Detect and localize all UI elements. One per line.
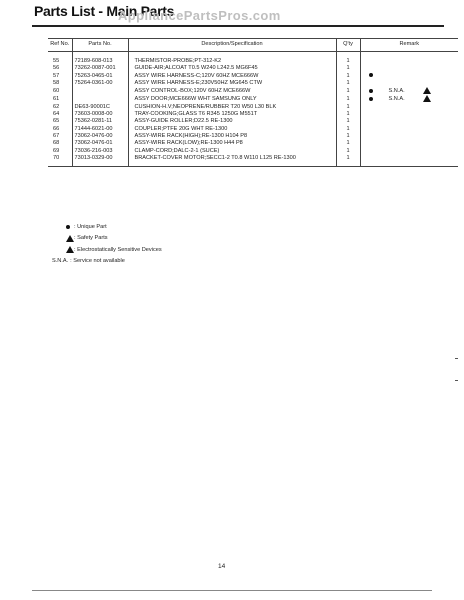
cell-remark	[360, 126, 458, 133]
cell-ref: 56	[53, 65, 60, 72]
bullet-icon	[369, 97, 373, 101]
cell-part-no: DE63-90001C	[72, 104, 128, 111]
cell-description: CLAMP-CORD;DALC-2-1 (SUCE)	[128, 148, 336, 155]
table-row	[48, 87, 458, 95]
sna-label: S.N.A.	[388, 88, 405, 95]
cell-part-no: 75362-0281-11	[72, 118, 128, 125]
cell-remark	[360, 104, 458, 111]
cell-part-no: 71444-6021-00	[72, 126, 128, 133]
table-row	[48, 58, 458, 65]
cell-ref: 58	[53, 79, 60, 86]
cell-description: ASSY CONTROL-BOX;120V 60HZ MCE666W	[128, 87, 336, 95]
safety-warning-icon	[52, 235, 74, 242]
cell-ref: 65	[53, 118, 60, 125]
cell-remark	[360, 118, 458, 125]
cell-remark	[360, 111, 458, 118]
cell-remark	[360, 148, 458, 155]
legend-esd	[52, 244, 162, 256]
table-row	[48, 126, 458, 133]
cell-qty: 1	[336, 95, 360, 103]
table-row	[48, 95, 458, 103]
cell-description: ASSY-WIRE RACK(HIGH);RE-1300 H104 P8	[128, 133, 336, 140]
legend-esd-text: : Electrostatically Sensitive Devices	[74, 246, 162, 253]
bullet-icon	[369, 73, 373, 77]
cell-qty: 1	[336, 104, 360, 111]
cell-remark	[360, 80, 458, 87]
cell-part-no: 73262-0087-001	[72, 65, 128, 72]
cell-remark	[360, 65, 458, 72]
cell-part-no	[72, 87, 128, 95]
watermark: AppliancePartsPros.com	[118, 8, 281, 23]
cell-remark	[360, 133, 458, 140]
legend-unique	[52, 221, 162, 233]
scan-mark	[455, 358, 458, 359]
cell-part-no	[72, 95, 128, 103]
table-row	[48, 80, 458, 87]
cell-remark	[360, 95, 458, 103]
cell-description: COUPLER;PTFE 20G WHT RE-1300	[128, 126, 336, 133]
safety-warning-icon	[423, 87, 431, 94]
cell-qty: 1	[336, 140, 360, 147]
cell-qty: 1	[336, 126, 360, 133]
table-row	[48, 104, 458, 111]
table-row	[48, 118, 458, 125]
cell-ref: 57	[53, 72, 60, 79]
cell-qty: 1	[336, 118, 360, 125]
cell-description: BRACKET-COVER MOTOR;SECC1-2 T0.8 W110 L125 RE-1300	[128, 155, 336, 162]
cell-qty: 1	[336, 65, 360, 72]
cell-part-no: 73062-0476-01	[72, 140, 128, 147]
legend-safety-text: : Safety Parts	[74, 235, 108, 242]
cell-description: ASSY DOOR;MCE666W WHT SAMSUNG ONLY	[128, 95, 336, 103]
scan-mark	[455, 380, 458, 381]
legend-sna-text: : Service not available	[70, 258, 125, 265]
cell-description: TRAY-COOKING;GLASS T6 R345 1250G M551T	[128, 111, 336, 118]
cell-description: CUSHION-H.V;NEOPRENE/RUBBER T20 W50 L30 BLK	[128, 104, 336, 111]
header-part: Parts No.	[72, 39, 128, 52]
cell-description: ASSY WIRE HARNESS-C;120V 60HZ MCE666W	[128, 73, 336, 80]
cell-remark	[360, 87, 458, 95]
page-number: 14	[218, 563, 226, 570]
cell-qty: 1	[336, 58, 360, 65]
cell-part-no: 75264-0361-00	[72, 80, 128, 87]
cell-part-no: 73013-0329-00	[72, 155, 128, 162]
cell-part-no: 73036-216-003	[72, 148, 128, 155]
safety-warning-icon	[423, 95, 431, 102]
header-qty: Q'ty	[336, 39, 360, 52]
cell-ref: 55	[53, 58, 60, 64]
parts-table	[48, 38, 458, 167]
cell-qty: 1	[336, 111, 360, 118]
table-row	[48, 133, 458, 140]
header-desc: Description/Specification	[128, 39, 336, 52]
cell-ref: 68	[53, 140, 60, 147]
cell-ref: 62	[53, 103, 60, 110]
table-row	[48, 73, 458, 80]
cell-description: ASSY-GUIDE ROLLER;D22.5 RE-1300	[128, 118, 336, 125]
cell-ref: 61	[53, 95, 60, 102]
cell-remark	[360, 155, 458, 162]
header-remark: Remark	[360, 39, 458, 52]
table-row	[48, 111, 458, 118]
cell-description: ASSY-WIRE RACK(LOW);RE-1300 H44 P8	[128, 140, 336, 147]
legend-safety	[52, 233, 162, 245]
table-header-row	[48, 39, 458, 52]
title-rule	[32, 25, 444, 27]
cell-ref: 70	[53, 154, 60, 161]
table-row	[48, 65, 458, 72]
cell-description: GUIDE-AIR;ALCOAT T0.5 W240 L242.5 MG6F45	[128, 65, 336, 72]
table-row	[48, 140, 458, 147]
cell-part-no: 73062-0476-00	[72, 133, 128, 140]
table-row	[48, 155, 458, 162]
table-row	[48, 148, 458, 155]
cell-part-no: 72189-608-013	[72, 58, 128, 65]
bottom-rule	[32, 590, 432, 591]
esd-icon	[52, 246, 74, 253]
legend-unique-text: : Unique Part	[74, 223, 107, 230]
cell-ref: 67	[53, 132, 60, 139]
cell-remark	[360, 58, 458, 65]
cell-qty: 1	[336, 155, 360, 162]
cell-description: ASSY WIRE HARNESS-E;230V50HZ MG645 CTW	[128, 80, 336, 87]
cell-qty: 1	[336, 80, 360, 87]
cell-qty: 1	[336, 87, 360, 95]
cell-description: THERMISTOR-PROBE;PT-312-K2	[128, 58, 336, 65]
cell-remark	[360, 140, 458, 147]
page-title: Parts List - Main Parts	[34, 3, 175, 19]
cell-ref: 69	[53, 147, 60, 154]
cell-qty: 1	[336, 148, 360, 155]
legend-sna	[52, 256, 162, 268]
bullet-icon	[369, 89, 373, 93]
legend	[52, 221, 162, 267]
cell-part-no: 75263-0465-01	[72, 73, 128, 80]
cell-ref: 66	[53, 125, 60, 132]
cell-qty: 1	[336, 73, 360, 80]
sna-symbol: S.N.A.	[52, 258, 69, 265]
cell-qty: 1	[336, 133, 360, 140]
bullet-icon	[52, 225, 74, 229]
header-ref: Ref No.	[48, 39, 72, 52]
cell-remark	[360, 73, 458, 80]
sna-label: S.N.A.	[388, 96, 405, 103]
cell-part-no: 73603-0008-00	[72, 111, 128, 118]
cell-ref: 64	[53, 111, 60, 118]
cell-ref: 60	[53, 87, 60, 94]
